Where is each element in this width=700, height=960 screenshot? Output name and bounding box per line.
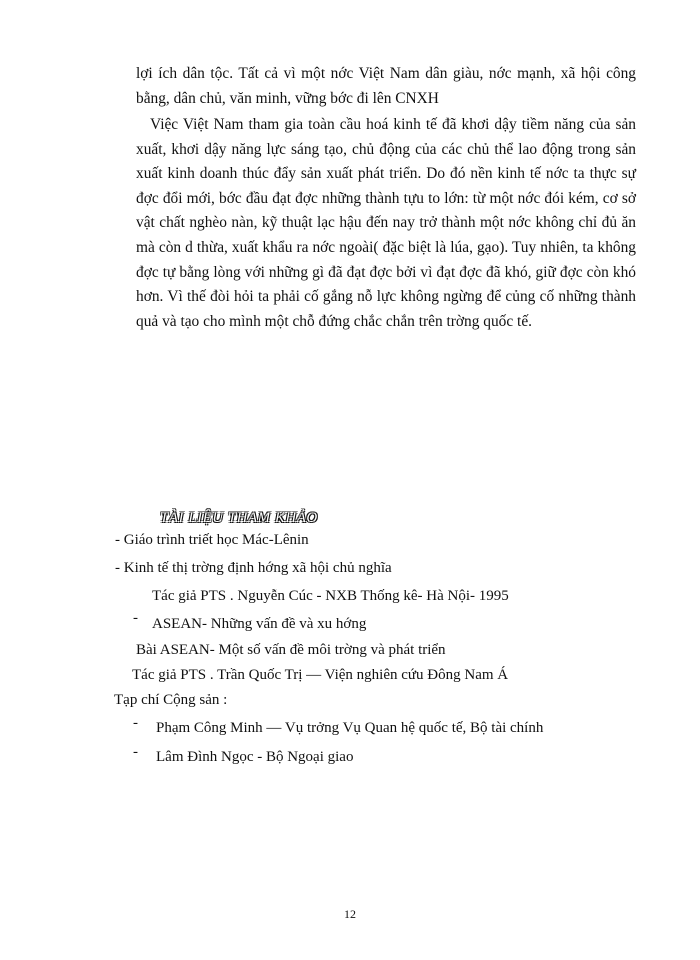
reference-item: Lâm Đình Ngọc - Bộ Ngoại giao xyxy=(156,749,354,765)
bullet-dash: - xyxy=(133,610,138,626)
references-heading: TÀI LIỆU THAM KHẢO xyxy=(160,510,318,526)
bullet-dash: - xyxy=(133,715,138,731)
page-number: 12 xyxy=(344,907,356,921)
reference-item: - Kinh tế thị trờng định hớng xã hội chủ nghĩa xyxy=(115,560,392,576)
reference-author: Tác giả PTS . Trần Quốc Trị — Viện nghiên cứu Đông Nam Á xyxy=(132,667,509,683)
reference-author: Tác giả PTS . Nguyễn Cúc - NXB Thống kê- Hà Nội- 1995 xyxy=(152,588,509,604)
reference-item: Phạm Công Minh — Vụ trởng Vụ Quan hệ quốc tế, Bộ tài chính xyxy=(156,720,544,736)
paragraph-continuation: lợi ích dân tộc. Tất cả vì một nớc Việt Nam dân giàu, nớc mạnh, xã hội công bằng, dân chủ, văn minh, vững bớc đi lên CNXH xyxy=(136,65,636,107)
reference-item: - Giáo trình triết học Mác-Lênin xyxy=(115,532,309,548)
reference-item: ASEAN- Những vấn đề và xu hớng xyxy=(152,616,367,632)
bullet-dash: - xyxy=(133,744,138,760)
reference-item: Tạp chí Cộng sản : xyxy=(114,692,228,708)
reference-item: Bài ASEAN- Một số vấn đề môi trờng và phát triển xyxy=(136,642,446,658)
paragraph-main: Việc Việt Nam tham gia toàn cầu hoá kinh tế đã khơi dậy tiềm năng của sản xuất, khơi dậy năng lực sáng tạo, chủ động của các chủ thể lao động trong sản xuất kinh doanh thúc đẩy sản xuất phát triển. Do đó nền kinh tế nớc ta thực sự đợc đổi mới, bớc đầu đạt đợc những thành tựu to lớn: từ một nớc đói kém, cơ sở vật chất nghèo nàn, kỹ thuật lạc hậu đến nay trở thành một nớc không chỉ đủ ăn mà còn d thừa, xuất khẩu ra nớc ngoài( đặc biệt là lúa, gạo). Tuy nhiên, ta không đợc tự bằng lòng với những gì đã đạt đợc bởi vì đạt đợc đã khó, giữ đợc còn khó hơn. Vì thế đòi hỏi ta phải cố gắng nỗ lực không ngừng để củng cố những thành quả và tạo cho mình một chỗ đứng chắc chắn trên trờng quốc tế. xyxy=(136,116,636,330)
